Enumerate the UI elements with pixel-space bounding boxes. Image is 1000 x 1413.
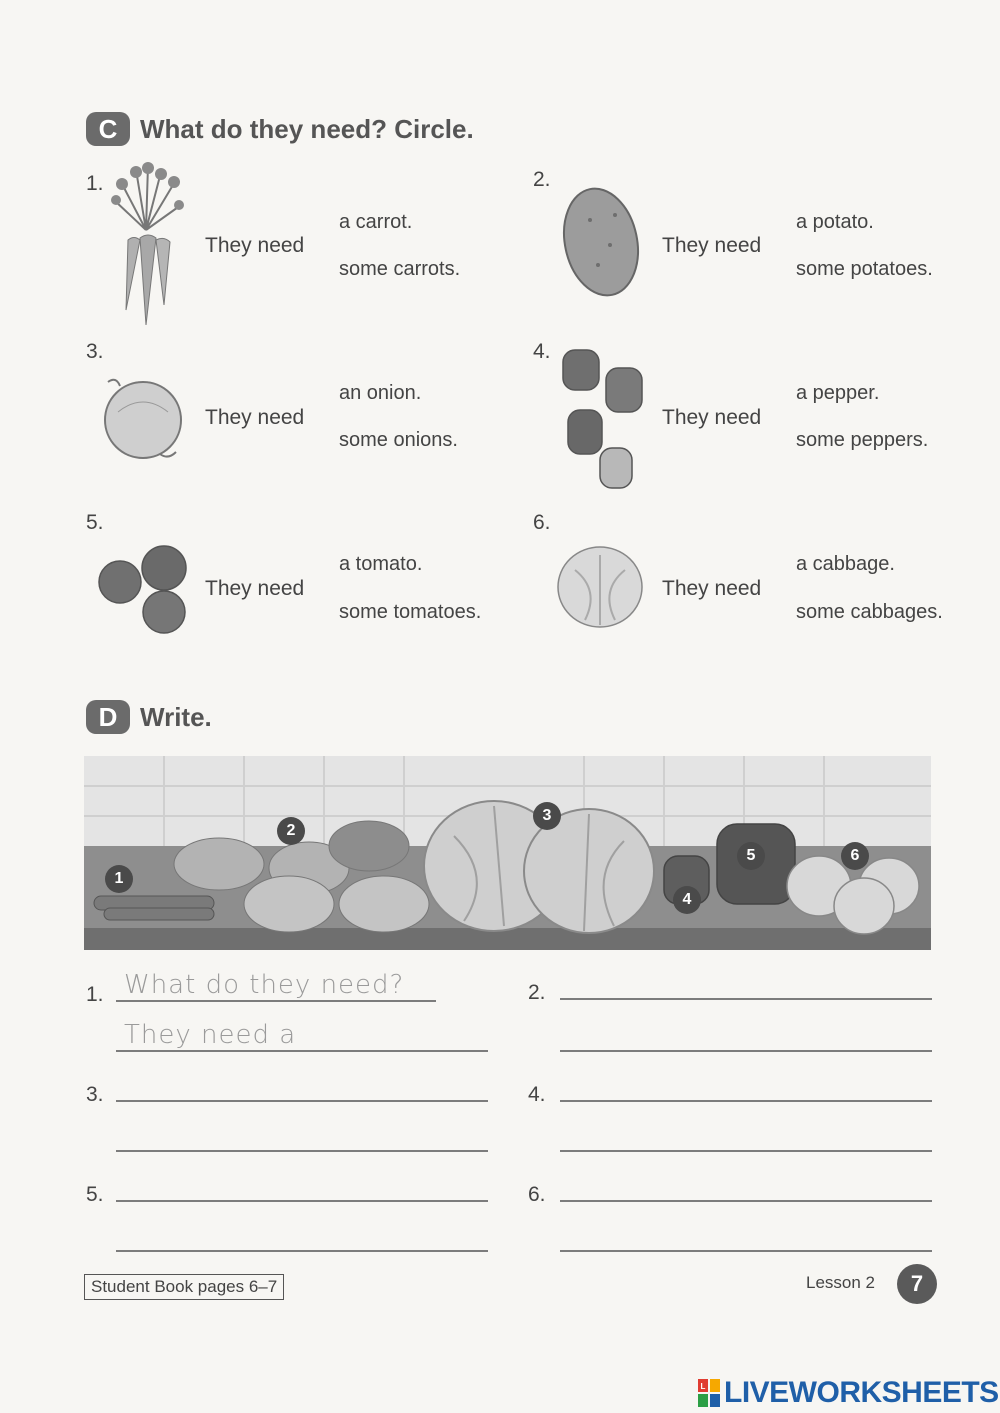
option-plural[interactable]: some tomatoes.	[339, 601, 482, 623]
carrots-icon	[106, 160, 188, 328]
liveworksheets-logo	[698, 1376, 999, 1410]
option-singular[interactable]: a pepper.	[796, 382, 880, 404]
answer-line-2[interactable]	[116, 1250, 488, 1252]
row-number: 6.	[528, 1183, 546, 1206]
vegetables-counter-illustration	[84, 756, 931, 950]
item-number: 1.	[86, 172, 104, 195]
option-plural[interactable]: some onions.	[339, 429, 458, 451]
section-c-title: What do they need? Circle.	[140, 113, 474, 144]
row-number: 5.	[86, 1183, 104, 1206]
item-stem: They need	[205, 577, 305, 600]
section-d-title: Write.	[140, 701, 212, 732]
potato-icon	[560, 185, 642, 300]
lesson-label: Lesson 2	[806, 1273, 875, 1292]
row-number: 4.	[528, 1083, 546, 1106]
marker-3: 3	[533, 802, 561, 830]
option-singular[interactable]: a carrot.	[339, 211, 413, 233]
marker-4: 4	[673, 886, 701, 914]
logo-letter-l: L	[700, 1382, 706, 1391]
liveworksheets-icon	[698, 1379, 720, 1407]
counter-scene-icon	[84, 756, 931, 950]
row-number: 1.	[86, 983, 104, 1006]
item-stem: They need	[662, 234, 762, 257]
marker-1: 1	[105, 865, 133, 893]
item-number: 5.	[86, 511, 104, 534]
item-number: 3.	[86, 340, 104, 363]
answer-line-2[interactable]	[560, 1050, 932, 1052]
marker-6: 6	[841, 842, 869, 870]
answer-line-2[interactable]	[116, 1150, 488, 1152]
tomatoes-icon	[98, 542, 190, 636]
item-number: 2.	[533, 168, 551, 191]
answer-line-1[interactable]	[560, 998, 932, 1000]
answer-line-1[interactable]	[116, 1200, 488, 1202]
marker-2: 2	[277, 817, 305, 845]
onion-icon	[98, 372, 188, 462]
option-singular[interactable]: an onion.	[339, 382, 422, 404]
option-plural[interactable]: some carrots.	[339, 258, 461, 280]
peppers-icon	[558, 342, 648, 492]
section-d-header	[86, 700, 212, 734]
option-singular[interactable]: a cabbage.	[796, 553, 895, 575]
option-plural[interactable]: some cabbages.	[796, 601, 943, 623]
answer-line-1[interactable]	[116, 1100, 488, 1102]
section-c-badge: C	[86, 112, 130, 146]
section-c-header	[86, 112, 474, 146]
answer-line-2[interactable]: They need a	[124, 1020, 297, 1050]
item-stem: They need	[205, 406, 305, 429]
row-number: 2.	[528, 981, 546, 1004]
book-reference: Student Book pages 6–7	[84, 1274, 284, 1300]
row-number: 3.	[86, 1083, 104, 1106]
answer-line-1[interactable]	[560, 1100, 932, 1102]
option-singular[interactable]: a tomato.	[339, 553, 423, 575]
answer-line-2[interactable]	[560, 1150, 932, 1152]
answer-line-1[interactable]: What do they need?	[124, 970, 405, 1000]
option-singular[interactable]: a potato.	[796, 211, 874, 233]
item-stem: They need	[205, 234, 305, 257]
item-number: 4.	[533, 340, 551, 363]
section-d-badge: D	[86, 700, 130, 734]
item-stem: They need	[662, 577, 762, 600]
answer-line-2[interactable]	[560, 1250, 932, 1252]
page-number: 7	[897, 1264, 937, 1304]
answer-underline	[116, 1000, 436, 1002]
brand-name: LIVEWORKSHEETS	[724, 1376, 999, 1409]
answer-line-1[interactable]	[560, 1200, 932, 1202]
option-plural[interactable]: some potatoes.	[796, 258, 933, 280]
option-plural[interactable]: some peppers.	[796, 429, 929, 451]
item-number: 6.	[533, 511, 551, 534]
marker-5: 5	[737, 842, 765, 870]
answer-underline	[116, 1050, 488, 1052]
cabbage-icon	[555, 545, 645, 630]
item-stem: They need	[662, 406, 762, 429]
